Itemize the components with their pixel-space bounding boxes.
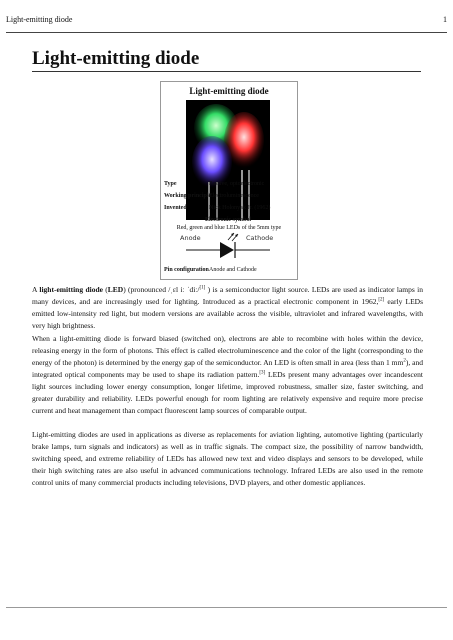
paragraph-applications: Light-emitting diodes are used in applications as diverse as replacements for aviation lighting, automotive lighting (particularly brake lamps, turn signals and indicators) as well as in traffic signals. The compact size, the possibility of narrow bandwidth, switching speed, and extreme reliability of LEDs has allowed new text and video displays and sensors to be developed, while their high switching rates are also useful in advanced communications technology. Infrared LEDs are also used in the remote control units of many commercial products including televisions, DVD players, and other domestic appliances. [32, 430, 423, 487]
infobox-caption: Red, green and blue LEDs of the 5mm type [176, 225, 282, 231]
text-run: ) (pronounced /ˌɛl iː ˈdiː/ [123, 285, 200, 294]
infobox-label: Pin configuration [164, 267, 209, 273]
infobox-label: Invented [164, 205, 187, 211]
symbol-heading: Electronic symbol [204, 217, 252, 223]
running-header [6, 15, 447, 27]
infobox-table [160, 178, 296, 276]
infobox-title: Light-emitting diode [189, 86, 269, 96]
superscript: 2 [403, 358, 406, 364]
text-run: LEDs present many advantages over incandescent light sources including lower energy consumption, longer lifetime, improved robustness, smaller size, faster switching, and greater durability and reliability. LEDs powerful enough for room lighting are relatively expensive and require more precise current and heat management than compact fluorescent lamp sources of comparable output. [32, 370, 423, 415]
text-run: early LEDs emitted low-intensity red light, but modern versions are available across the visible, ultraviolet and infrared wavelengths, with very high brightness. [32, 297, 423, 330]
footer-rule [6, 607, 447, 608]
title-rule [32, 71, 421, 72]
diode-symbol [170, 226, 286, 262]
infobox-value: Anode and Cathode [209, 267, 257, 273]
infobox-value: Passive, optoelectronic [209, 181, 265, 187]
anode-label: Anode [180, 234, 201, 242]
citation-link[interactable]: [3] [259, 370, 266, 376]
text-run: ) is a semiconductor light source. LEDs are used as indicator lamps in many devices, and are increasingly used for lighting. Introduced as a practical electronic component in 1962, [32, 285, 423, 306]
infobox-label: Working principle [164, 193, 212, 199]
infobox-value: Nick Holonyak Jr. (1962) [209, 205, 271, 211]
running-title: Light-emitting diode [6, 15, 73, 24]
paragraph-operation [32, 333, 423, 417]
infobox-label: Type [164, 181, 177, 187]
paragraph-intro [32, 284, 423, 332]
infobox-row-working-principle [164, 192, 292, 202]
text-run: A [32, 285, 40, 294]
infobox-row-type [164, 180, 292, 190]
infobox-row-invented [164, 204, 292, 214]
page-number: 1 [443, 15, 447, 24]
cathode-label: Cathode [246, 234, 274, 242]
text-run: ), and integrated optical components may be used to shape its radiation pattern. [32, 358, 423, 379]
diode-symbol-icon [170, 226, 286, 262]
abbr-bold: LED [107, 285, 124, 294]
text-run: When a light-emitting diode is forward biased (switched on), electrons are able to recombine with holes within the device, releasing energy in the form of photons. This effect is called electroluminescence and the color of the light (corresponding to the energy of the photon) is determined by the energy gap of the semiconductor. An LED is often small in area (less than 1 mm [32, 334, 423, 367]
infobox-value: Electroluminescence [209, 193, 259, 199]
infobox-row-pin-configuration [164, 266, 292, 276]
term-bold: light-emitting diode [39, 285, 103, 294]
article-title: Light-emitting diode [32, 48, 200, 69]
header-rule [6, 32, 447, 33]
citation-link[interactable]: [1] [199, 285, 206, 291]
citation-link[interactable]: [2] [378, 297, 385, 303]
text-run: ( [102, 285, 108, 294]
